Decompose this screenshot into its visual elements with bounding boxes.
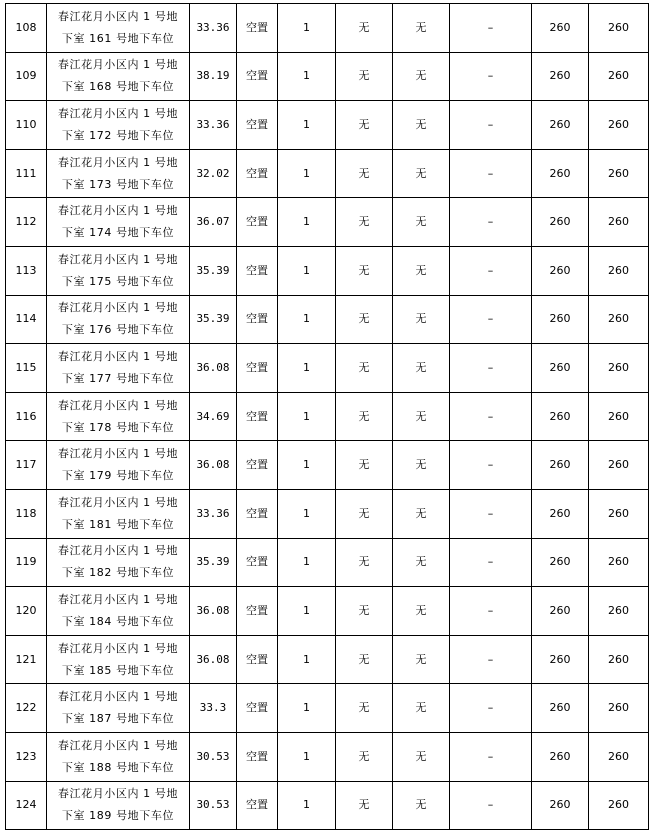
location-line-1: 春江花月小区内 1 号地 [57,592,179,606]
col8-cell: – [450,149,532,198]
table-row [6,538,649,587]
table-row [6,246,649,295]
table-row [6,635,649,684]
location-line-1: 春江花月小区内 1 号地 [57,301,179,315]
status-cell: 空置 [237,4,278,53]
location-line-1: 春江花月小区内 1 号地 [57,58,179,72]
col8-cell: – [450,441,532,490]
col8-cell: – [450,732,532,781]
location-line-2: 下室 175 号地下车位 [61,274,175,288]
location-line-1: 春江花月小区内 1 号地 [57,495,179,509]
col8-cell: – [450,52,532,101]
location-line-1: 春江花月小区内 1 号地 [57,738,179,752]
location-line-1: 春江花月小区内 1 号地 [57,398,179,412]
col9-cell: 260 [532,684,589,733]
col9-cell: 260 [532,732,589,781]
location-line-2: 下室 182 号地下车位 [61,566,175,580]
location-line-2: 下室 178 号地下车位 [61,420,175,434]
location-line-1: 春江花月小区内 1 号地 [57,787,179,801]
area-cell: 36.07 [190,198,237,247]
col6-cell: 无 [336,101,393,150]
table-row [6,732,649,781]
location-cell [47,684,190,733]
area-cell: 35.39 [190,538,237,587]
status-cell: 空置 [237,344,278,393]
location-line-2: 下室 168 号地下车位 [61,80,175,94]
table-row [6,587,649,636]
col6-cell: 无 [336,198,393,247]
col10-cell: 260 [589,101,649,150]
quantity-cell: 1 [278,635,336,684]
col6-cell: 无 [336,149,393,198]
location-line-2: 下室 173 号地下车位 [61,177,175,191]
col8-cell: – [450,392,532,441]
table-row [6,149,649,198]
row-number-cell: 109 [6,52,47,101]
location-line-1: 春江花月小区内 1 号地 [57,447,179,461]
area-cell: 32.02 [190,149,237,198]
location-line-1: 春江花月小区内 1 号地 [57,349,179,363]
table-row [6,684,649,733]
col6-cell: 无 [336,684,393,733]
row-number-cell: 121 [6,635,47,684]
status-cell: 空置 [237,489,278,538]
location-line-2: 下室 161 号地下车位 [61,31,175,45]
col9-cell: 260 [532,441,589,490]
location-cell [47,635,190,684]
area-cell: 36.08 [190,635,237,684]
col8-cell: – [450,635,532,684]
status-cell: 空置 [237,635,278,684]
col7-cell: 无 [393,101,450,150]
col6-cell: 无 [336,635,393,684]
table-row [6,295,649,344]
col7-cell: 无 [393,684,450,733]
col6-cell: 无 [336,295,393,344]
status-cell: 空置 [237,149,278,198]
status-cell: 空置 [237,52,278,101]
table-row [6,781,649,830]
col7-cell: 无 [393,635,450,684]
col10-cell: 260 [589,149,649,198]
location-cell [47,441,190,490]
location-line-2: 下室 188 号地下车位 [61,760,175,774]
col9-cell: 260 [532,4,589,53]
location-line-1: 春江花月小区内 1 号地 [57,252,179,266]
area-cell: 36.08 [190,344,237,393]
quantity-cell: 1 [278,587,336,636]
location-line-1: 春江花月小区内 1 号地 [57,106,179,120]
area-cell: 33.36 [190,4,237,53]
quantity-cell: 1 [278,441,336,490]
row-number-cell: 120 [6,587,47,636]
col10-cell: 260 [589,295,649,344]
col8-cell: – [450,587,532,636]
col10-cell: 260 [589,587,649,636]
quantity-cell: 1 [278,538,336,587]
col6-cell: 无 [336,489,393,538]
row-number-cell: 116 [6,392,47,441]
location-cell [47,538,190,587]
location-cell [47,52,190,101]
location-cell [47,4,190,53]
quantity-cell: 1 [278,295,336,344]
quantity-cell: 1 [278,149,336,198]
col7-cell: 无 [393,587,450,636]
col10-cell: 260 [589,392,649,441]
col10-cell: 260 [589,52,649,101]
location-line-2: 下室 187 号地下车位 [61,712,175,726]
col7-cell: 无 [393,732,450,781]
location-line-1: 春江花月小区内 1 号地 [57,155,179,169]
area-cell: 35.39 [190,246,237,295]
col8-cell: – [450,344,532,393]
location-line-1: 春江花月小区内 1 号地 [57,544,179,558]
row-number-cell: 110 [6,101,47,150]
location-cell [47,781,190,830]
col9-cell: 260 [532,52,589,101]
col8-cell: – [450,489,532,538]
row-number-cell: 115 [6,344,47,393]
col9-cell: 260 [532,635,589,684]
row-number-cell: 114 [6,295,47,344]
col10-cell: 260 [589,198,649,247]
col6-cell: 无 [336,538,393,587]
row-number-cell: 124 [6,781,47,830]
col10-cell: 260 [589,4,649,53]
col9-cell: 260 [532,489,589,538]
col8-cell: – [450,295,532,344]
quantity-cell: 1 [278,344,336,393]
row-number-cell: 123 [6,732,47,781]
col7-cell: 无 [393,441,450,490]
col10-cell: 260 [589,344,649,393]
status-cell: 空置 [237,246,278,295]
col7-cell: 无 [393,52,450,101]
row-number-cell: 108 [6,4,47,53]
col9-cell: 260 [532,538,589,587]
location-line-2: 下室 181 号地下车位 [61,517,175,531]
row-number-cell: 117 [6,441,47,490]
quantity-cell: 1 [278,732,336,781]
row-number-cell: 111 [6,149,47,198]
col10-cell: 260 [589,635,649,684]
col9-cell: 260 [532,587,589,636]
col9-cell: 260 [532,149,589,198]
location-cell [47,295,190,344]
area-cell: 35.39 [190,295,237,344]
location-line-2: 下室 185 号地下车位 [61,663,175,677]
row-number-cell: 118 [6,489,47,538]
col6-cell: 无 [336,732,393,781]
col10-cell: 260 [589,246,649,295]
col6-cell: 无 [336,781,393,830]
parking-space-table [5,3,649,830]
area-cell: 36.08 [190,587,237,636]
quantity-cell: 1 [278,684,336,733]
location-line-1: 春江花月小区内 1 号地 [57,204,179,218]
quantity-cell: 1 [278,781,336,830]
col8-cell: – [450,246,532,295]
table-row [6,198,649,247]
location-cell [47,489,190,538]
col10-cell: 260 [589,732,649,781]
col8-cell: – [450,101,532,150]
col6-cell: 无 [336,441,393,490]
col9-cell: 260 [532,101,589,150]
location-cell [47,344,190,393]
row-number-cell: 119 [6,538,47,587]
status-cell: 空置 [237,781,278,830]
table-row [6,392,649,441]
location-cell [47,587,190,636]
col9-cell: 260 [532,781,589,830]
location-cell [47,392,190,441]
col7-cell: 无 [393,489,450,538]
location-cell [47,198,190,247]
location-cell [47,246,190,295]
area-cell: 33.36 [190,489,237,538]
quantity-cell: 1 [278,246,336,295]
table-row [6,489,649,538]
location-line-1: 春江花月小区内 1 号地 [57,690,179,704]
row-number-cell: 122 [6,684,47,733]
location-cell [47,101,190,150]
col8-cell: – [450,538,532,587]
table-row [6,441,649,490]
location-line-2: 下室 189 号地下车位 [61,809,175,823]
area-cell: 33.36 [190,101,237,150]
col6-cell: 无 [336,4,393,53]
col9-cell: 260 [532,198,589,247]
col7-cell: 无 [393,392,450,441]
status-cell: 空置 [237,538,278,587]
area-cell: 30.53 [190,732,237,781]
col10-cell: 260 [589,441,649,490]
location-line-2: 下室 174 号地下车位 [61,226,175,240]
col7-cell: 无 [393,149,450,198]
col8-cell: – [450,684,532,733]
col8-cell: – [450,4,532,53]
col6-cell: 无 [336,344,393,393]
col10-cell: 260 [589,538,649,587]
table-row [6,101,649,150]
area-cell: 34.69 [190,392,237,441]
area-cell: 33.3 [190,684,237,733]
col6-cell: 无 [336,52,393,101]
col7-cell: 无 [393,344,450,393]
col10-cell: 260 [589,781,649,830]
row-number-cell: 112 [6,198,47,247]
location-cell [47,149,190,198]
row-number-cell: 113 [6,246,47,295]
status-cell: 空置 [237,441,278,490]
col10-cell: 260 [589,684,649,733]
quantity-cell: 1 [278,4,336,53]
status-cell: 空置 [237,198,278,247]
location-line-2: 下室 184 号地下车位 [61,614,175,628]
col6-cell: 无 [336,587,393,636]
col8-cell: – [450,198,532,247]
col10-cell: 260 [589,489,649,538]
area-cell: 36.08 [190,441,237,490]
status-cell: 空置 [237,732,278,781]
status-cell: 空置 [237,587,278,636]
col6-cell: 无 [336,392,393,441]
quantity-cell: 1 [278,392,336,441]
quantity-cell: 1 [278,198,336,247]
status-cell: 空置 [237,295,278,344]
location-line-2: 下室 179 号地下车位 [61,469,175,483]
location-line-1: 春江花月小区内 1 号地 [57,9,179,23]
table-body [6,4,649,830]
col7-cell: 无 [393,295,450,344]
col9-cell: 260 [532,392,589,441]
quantity-cell: 1 [278,101,336,150]
table-row [6,4,649,53]
col9-cell: 260 [532,295,589,344]
area-cell: 30.53 [190,781,237,830]
col7-cell: 无 [393,781,450,830]
location-line-2: 下室 177 号地下车位 [61,371,175,385]
location-line-2: 下室 176 号地下车位 [61,323,175,337]
location-line-1: 春江花月小区内 1 号地 [57,641,179,655]
location-cell [47,732,190,781]
area-cell: 38.19 [190,52,237,101]
status-cell: 空置 [237,392,278,441]
col7-cell: 无 [393,246,450,295]
col9-cell: 260 [532,344,589,393]
quantity-cell: 1 [278,52,336,101]
col9-cell: 260 [532,246,589,295]
status-cell: 空置 [237,684,278,733]
col7-cell: 无 [393,198,450,247]
table-row [6,52,649,101]
quantity-cell: 1 [278,489,336,538]
location-line-2: 下室 172 号地下车位 [61,128,175,142]
col7-cell: 无 [393,4,450,53]
col7-cell: 无 [393,538,450,587]
col6-cell: 无 [336,246,393,295]
col8-cell: – [450,781,532,830]
table-row [6,344,649,393]
status-cell: 空置 [237,101,278,150]
